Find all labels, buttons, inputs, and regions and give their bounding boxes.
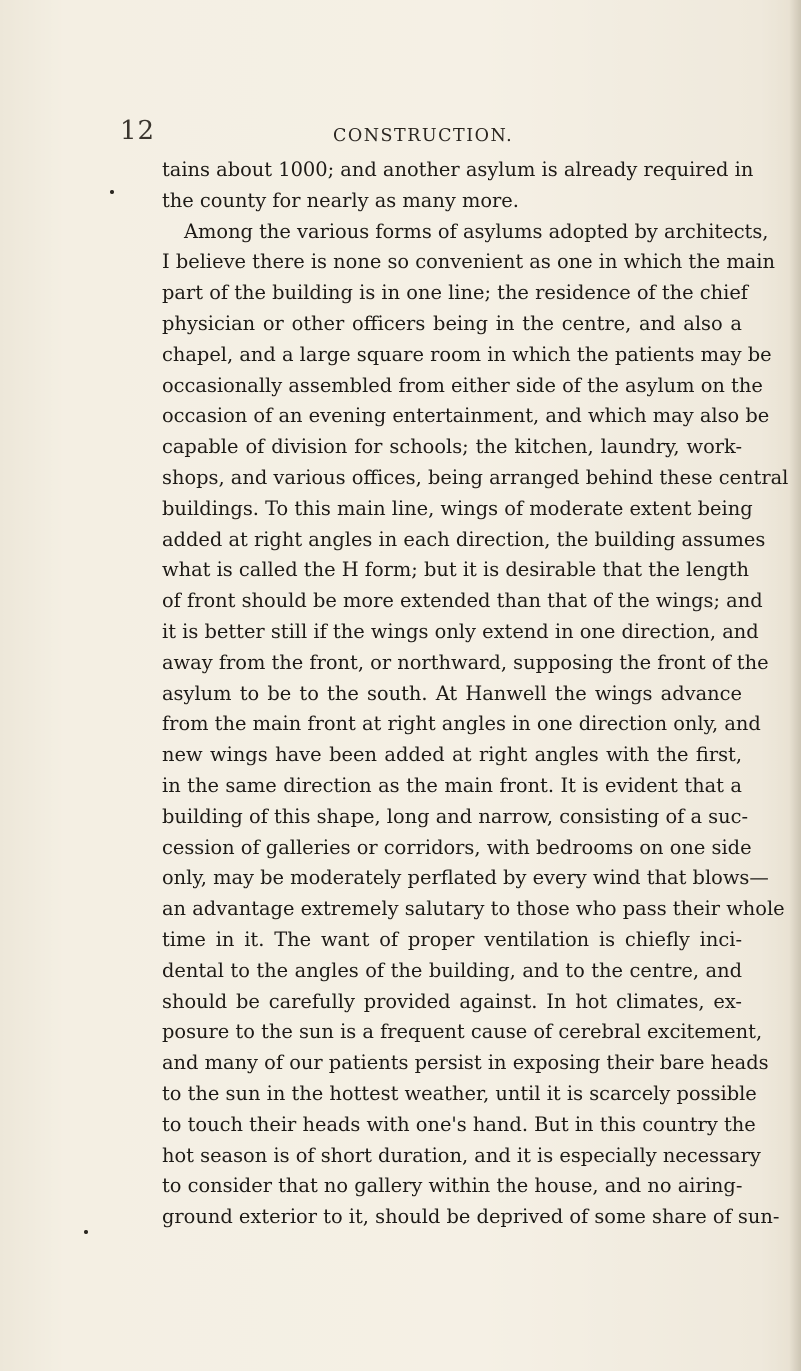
page-number: 12 (120, 116, 156, 146)
text-line: the county for nearly as many more. (162, 188, 519, 212)
text-line: new wings have been added at right angles with the first, (162, 743, 742, 767)
body-text (162, 155, 789, 1233)
text-line: chapel, and a large square room in which the patients may be (162, 342, 772, 366)
text-line: ground exterior to it, should be deprived of some share of sun- (162, 1205, 780, 1229)
text-line: shops, and various offices, being arranged behind these central (162, 465, 789, 489)
text-line: buildings. To this main line, wings of moderate extent being (162, 496, 753, 520)
text-line: in the same direction as the main front. It is evident that a (162, 773, 742, 797)
text-line: time in it. The want of proper ventilation is chiefly inci- (162, 927, 742, 951)
text-line: building of this shape, long and narrow, consisting of a suc- (162, 804, 749, 828)
text-line: tains about 1000; and another asylum is already required in (162, 158, 754, 181)
text-line: should be carefully provided against. In hot climates, ex- (162, 989, 742, 1013)
text-line: of front should be more extended than that of the wings; and (162, 589, 763, 613)
text-line: dental to the angles of the building, and to the centre, and (162, 958, 742, 982)
text-line: asylum to be to the south. At Hanwell the wings advance (162, 681, 742, 705)
margin-mark (110, 190, 114, 194)
text-line: hot season is of short duration, and it is especially necessary (162, 1143, 761, 1167)
text-line: only, may be moderately perflated by every wind that blows— (162, 866, 769, 890)
text-line: added at right angles in each direction, the building assumes (162, 527, 766, 551)
text-line: what is called the H form; but it is desirable that the length (162, 558, 750, 582)
text-line: occasion of an evening entertainment, and which may also be (162, 404, 770, 428)
text-line: it is better still if the wings only extend in one direction, and (162, 619, 759, 643)
text-line: Among the various forms of asylums adopted by architects, (184, 219, 769, 243)
running-head: CONSTRUCTION. (333, 126, 514, 146)
text-line: an advantage extremely salutary to those who pass their whole (162, 897, 785, 921)
text-line: occasionally assembled from either side of the asylum on the (162, 373, 763, 397)
text-line: I believe there is none so convenient as one in which the main (162, 250, 775, 274)
text-line: to touch their heads with one's hand. But in this country the (162, 1112, 756, 1136)
text-line: cession of galleries or corridors, with bedrooms on one side (162, 835, 752, 859)
page-edge-shadow (789, 0, 801, 1371)
text-line: capable of division for schools; the kitchen, laundry, work- (162, 435, 742, 459)
text-line: from the main front at right angles in one direction only, and (162, 712, 761, 736)
text-line: to the sun in the hottest weather, until it is scarcely possible (162, 1081, 757, 1105)
text-line: posure to the sun is a frequent cause of cerebral excitement, (162, 1020, 763, 1044)
text-line: away from the front, or northward, supposing the front of the (162, 650, 769, 674)
text-line: to consider that no gallery within the house, and no airing- (162, 1174, 743, 1198)
text-line: part of the building is in one line; the residence of the chief (162, 281, 748, 305)
margin-mark (84, 1230, 88, 1234)
text-line: and many of our patients persist in exposing their bare heads (162, 1051, 769, 1075)
text-line: physician or other officers being in the centre, and also a (162, 311, 742, 335)
